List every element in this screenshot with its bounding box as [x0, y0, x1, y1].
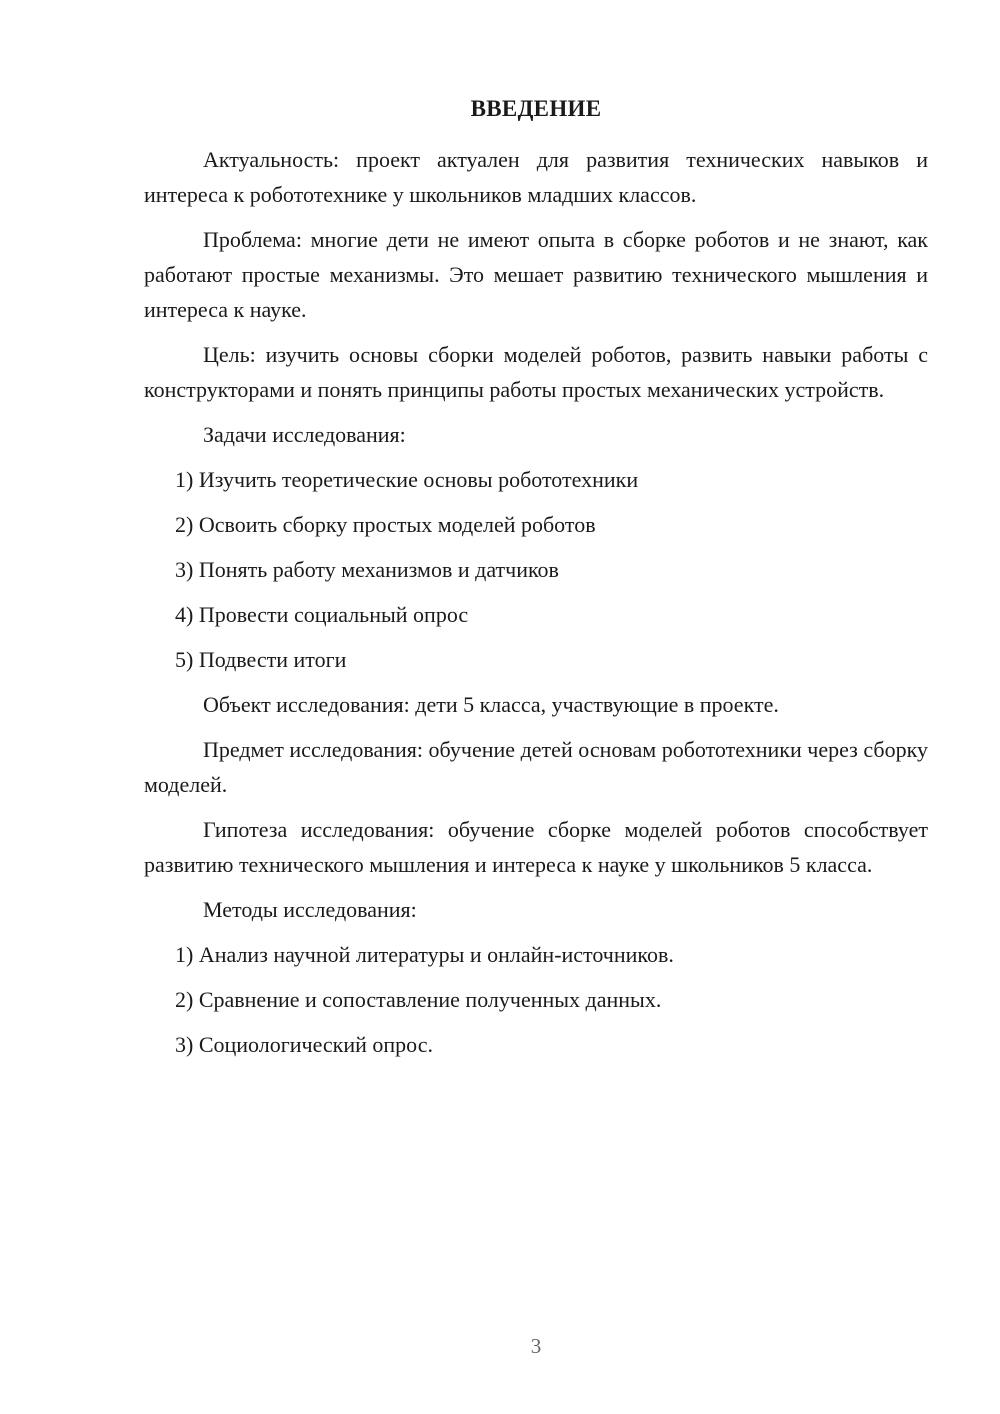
hypothesis-paragraph: Гипотеза исследования: обучение сборке моделей роботов способствует развитию технического мышления и интереса к науке у школьников 5 класса. — [144, 817, 928, 877]
list-item: 3) Понять работу механизмов и датчиков — [175, 557, 559, 582]
list-item: 1) Изучить теоретические основы робототехники — [175, 467, 639, 492]
tasks-title: Задачи исследования: — [203, 422, 406, 447]
object-paragraph: Объект исследования: дети 5 класса, участвующие в проекте. — [203, 692, 779, 717]
list-item: 2) Сравнение и сопоставление полученных данных. — [175, 987, 662, 1012]
section-heading: ВВЕДЕНИЕ — [470, 96, 602, 121]
list-item: 5) Подвести итоги — [175, 647, 347, 672]
list-item: 3) Социологический опрос. — [175, 1032, 433, 1057]
tasks-list — [144, 462, 928, 677]
methods-list — [144, 937, 928, 1062]
list-item: 1) Анализ научной литературы и онлайн-источников. — [175, 942, 674, 967]
methods-title: Методы исследования: — [203, 897, 417, 922]
problem-paragraph: Проблема: многие дети не имеют опыта в сборке роботов и не знают, как работают простые механизмы. Это мешает развитию технического мышления и интереса к науке. — [144, 227, 928, 322]
goal-paragraph: Цель: изучить основы сборки моделей роботов, развить навыки работы с конструкторами и понять принципы работы простых механических устройств. — [144, 342, 928, 402]
relevance-paragraph: Актуальность: проект актуален для развития технических навыков и интереса к робототехнике у школьников младших классов. — [144, 147, 928, 207]
page-number: 3 — [530, 1334, 542, 1358]
subject-paragraph: Предмет исследования: обучение детей основам робототехники через сборку моделей. — [144, 737, 928, 797]
document-body — [144, 142, 928, 1072]
list-item: 4) Провести социальный опрос — [175, 602, 469, 627]
list-item: 2) Освоить сборку простых моделей роботов — [175, 512, 596, 537]
